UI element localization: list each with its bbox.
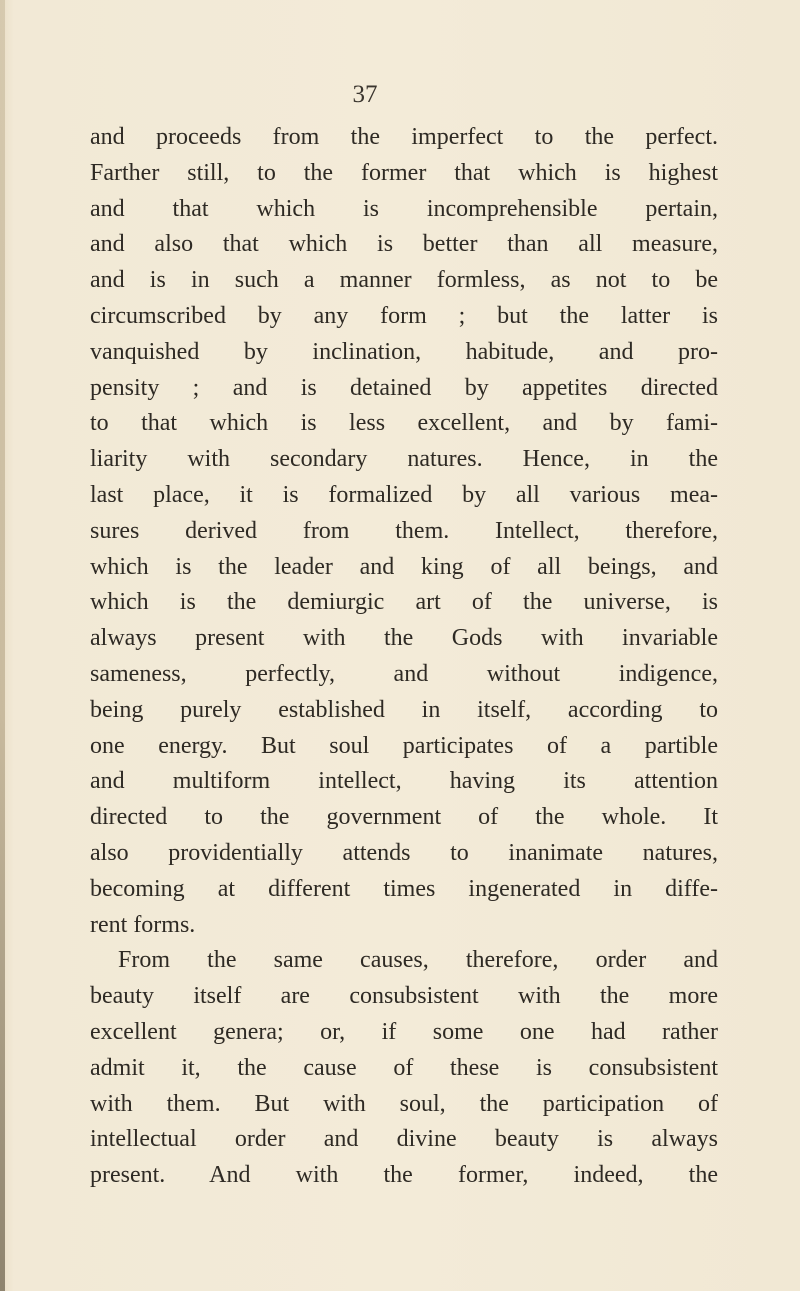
text-line: beauty itself are consubsistent with the more	[90, 983, 718, 1010]
text-line: From the same causes, therefore, order and	[118, 947, 718, 974]
text-line: admit it, the cause of these is consubsistent	[90, 1054, 718, 1081]
page-number: 37	[352, 81, 378, 108]
text-line: sameness, perfectly, and without indigence,	[90, 660, 718, 687]
text-line: directed to the government of the whole. It	[90, 804, 718, 831]
text-line: and also that which is better than all measure,	[90, 231, 718, 258]
text-line: also providentially attends to inanimate natures,	[90, 839, 718, 866]
text-line: rent forms.	[90, 911, 196, 938]
text-line: sures derived from them. Intellect, therefore,	[90, 517, 718, 544]
text-line: with them. But with soul, the participation of	[90, 1090, 718, 1117]
text-line: excellent genera; or, if some one had rather	[90, 1018, 718, 1045]
text-line: intellectual order and divine beauty is always	[90, 1126, 718, 1153]
text-line: which is the demiurgic art of the universe, is	[90, 589, 718, 616]
text-line: circumscribed by any form ; but the latter is	[90, 302, 718, 329]
text-line: always present with the Gods with invariable	[90, 625, 718, 652]
body-text	[90, 120, 718, 1194]
text-line: being purely established in itself, according to	[90, 696, 718, 723]
page-spine-shadow	[0, 0, 5, 1291]
text-line: pensity ; and is detained by appetites directed	[90, 374, 718, 401]
text-line: Farther still, to the former that which is highest	[90, 159, 718, 186]
text-line: last place, it is formalized by all various mea-	[90, 481, 718, 508]
text-line: and is in such a manner formless, as not to be	[90, 267, 718, 294]
text-line: present. And with the former, indeed, the	[90, 1162, 718, 1189]
text-line: and multiform intellect, having its attention	[90, 768, 718, 795]
text-line: to that which is less excellent, and by fami-	[90, 410, 718, 437]
text-line: one energy. But soul participates of a partible	[90, 732, 718, 759]
text-line: vanquished by inclination, habitude, and pro-	[90, 338, 718, 365]
text-line: and that which is incomprehensible pertain,	[90, 195, 718, 222]
text-line: and proceeds from the imperfect to the perfect.	[90, 124, 718, 150]
text-line: which is the leader and king of all beings, and	[90, 553, 718, 580]
text-line: liarity with secondary natures. Hence, in the	[90, 446, 718, 473]
text-line: becoming at different times ingenerated in diffe-	[90, 875, 718, 902]
